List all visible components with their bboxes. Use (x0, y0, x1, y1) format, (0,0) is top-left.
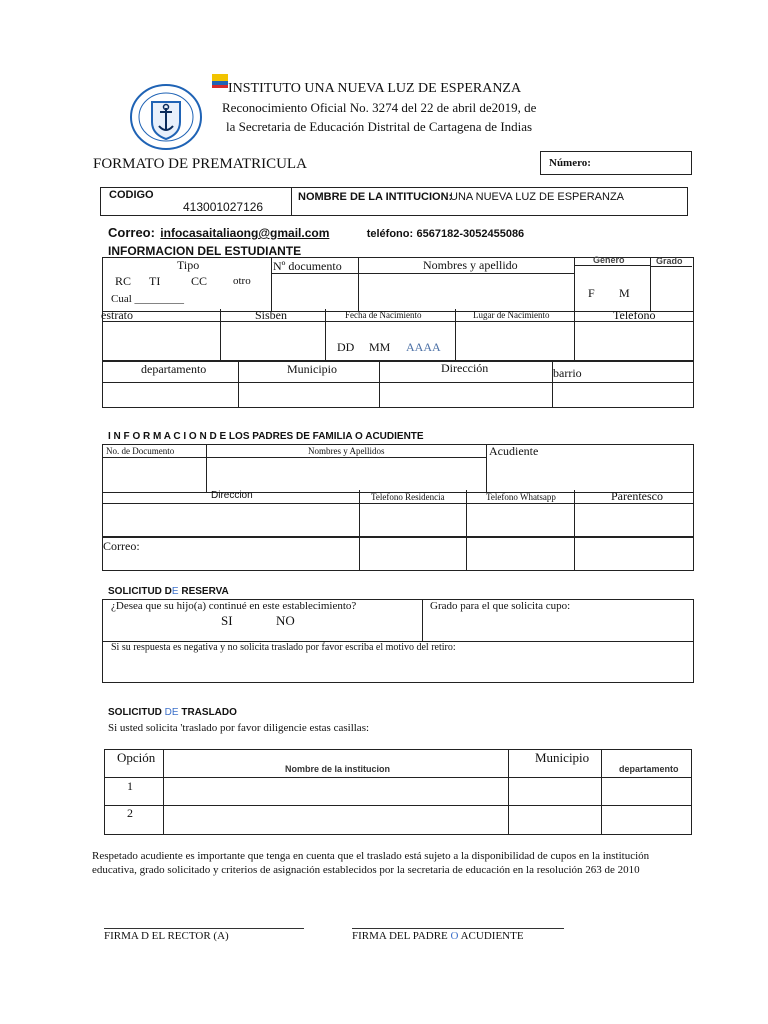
reserva-title-b: RESERVA (178, 586, 229, 597)
tipo-cual[interactable]: Cual _________ (111, 293, 185, 305)
genero-option-f[interactable]: F (588, 286, 595, 300)
municipio-label: Municipio (287, 362, 337, 376)
fecha-dd[interactable]: DD (337, 340, 355, 354)
reserva-motivo-label: Si su respuesta es negativa y no solicita traslado por favor escriba el motivo del retiro: (111, 642, 456, 653)
institution-name-label: NOMBRE DE LA INTITUCION: (298, 191, 453, 203)
estrato-label: estrato (101, 308, 133, 322)
barrio-label: barrio (553, 366, 582, 380)
traslado-title-b: TRASLADO (178, 707, 237, 718)
grado-label: Grado (656, 256, 683, 266)
recognition-line-1: Reconocimiento Oficial No. 3274 del 22 de abril de2019, de (222, 100, 537, 115)
rector-signature-line (104, 928, 304, 929)
student-row-1 (102, 257, 694, 312)
traslado-row-2-number: 2 (127, 806, 133, 820)
traslado-table (104, 749, 692, 835)
codigo-table (100, 187, 688, 216)
tel-residencia-label: Telefono Residencia (371, 492, 445, 502)
traslado-nombre-label: Nombre de la institucion (285, 764, 391, 774)
parentesco-label: Parentesco (611, 489, 663, 503)
parent-signature-a: FIRMA DEL PADRE (352, 930, 451, 942)
parent-direccion-label: Direccion (211, 490, 253, 501)
traslado-title-a: SOLICITUD (108, 707, 165, 718)
reserva-title-e: E (171, 586, 179, 597)
traslado-opcion-label: Opción (117, 750, 156, 765)
departamento-label: departamento (141, 362, 207, 376)
reserva-grado-label: Grado para el que solicita cupo: (430, 600, 571, 612)
reserva-si[interactable]: SI (221, 613, 233, 628)
direccion-label: Dirección (441, 361, 489, 375)
parent-correo-label: Correo: (103, 539, 140, 553)
transfer-note: Respetado acudiente es importante que tenga en cuenta que el traslado está sujeto a la disponibilidad de cupos en la institución educativa, grado solicitado y criterios de asignación establecidos por la secretaria de educación en la resolución 263 de 2010 (92, 850, 650, 876)
form-title: FORMATO DE PREMATRICULA (93, 156, 307, 172)
tipo-label: Tipo (177, 258, 200, 272)
numero-label: Número: (549, 157, 591, 169)
parents-row-2 (102, 490, 694, 538)
tipo-option-cc[interactable]: CC (191, 274, 208, 288)
traslado-title-de: DE (164, 707, 179, 718)
fecha-mm[interactable]: MM (369, 340, 391, 354)
institution-logo (130, 84, 202, 150)
traslado-municipio-label: Municipio (535, 750, 590, 765)
institution-name: INSTITUTO UNA NUEVA LUZ DE ESPERANZA (228, 81, 522, 96)
telefono-label: teléfono: (366, 228, 414, 240)
reserva-section-title (108, 586, 229, 597)
sisben-label: Sisben (255, 308, 288, 322)
parents-section-title: I N F O R M A C I O N D E LOS PADRES DE FAMILIA O ACUDIENTE (108, 431, 424, 442)
tipo-option-rc[interactable]: RC (115, 274, 132, 288)
parents-row-3 (102, 536, 694, 571)
parent-documento-label: No. de Documento (106, 446, 175, 456)
codigo-cell (101, 188, 292, 216)
flag-icon (212, 74, 228, 88)
telefono-student-label: Telefono (613, 308, 656, 322)
rector-signature-label: FIRMA D EL RECTOR (A) (104, 930, 229, 942)
reserva-title-a: SOLICITUD D (108, 586, 172, 597)
traslado-departamento-label: departamento (619, 764, 679, 774)
documento-label: Nº documento (273, 259, 342, 273)
correo-label: Correo: (108, 225, 155, 240)
fecha-aaaa[interactable]: AAAA (406, 340, 441, 354)
acudiente-label: Acudiente (489, 444, 539, 458)
reserva-question: ¿Desea que su hijo(a) continué en este establecimiento? (111, 600, 357, 612)
student-row-3 (102, 360, 694, 408)
fecha-label: Fecha de Nacimiento (345, 310, 422, 320)
student-section-title: INFORMACION DEL ESTUDIANTE (108, 244, 302, 258)
lugar-label: Lugar de Nacimiento (473, 310, 550, 320)
codigo-label: CODIGO (109, 189, 154, 201)
institution-name-cell (292, 188, 688, 216)
codigo-value: 413001027126 (183, 200, 264, 214)
traslado-row-1-number: 1 (127, 779, 133, 793)
reserva-no[interactable]: NO (276, 613, 295, 628)
parent-nombres-label: Nombres y Apellidos (308, 446, 385, 456)
contact-row (108, 225, 524, 240)
genero-label: Genero (593, 255, 625, 265)
telefono-value: 6567182-3052455086 (416, 228, 525, 240)
parent-signature-line (352, 928, 564, 929)
tel-whatsapp-label: Telefono Whatsapp (486, 492, 556, 502)
tipo-option-otro[interactable]: otro (233, 275, 251, 287)
student-row-2 (102, 309, 694, 362)
institution-name-value: UNA NUEVA LUZ DE ESPERANZA (450, 191, 625, 203)
traslado-instruction: Si usted solicita 'traslado por favor diligencie estas casillas: (108, 722, 370, 734)
tipo-option-ti[interactable]: TI (149, 274, 161, 288)
parent-signature-b: ACUDIENTE (458, 930, 524, 942)
recognition-line-2: la Secretaria de Educación Distrital de Cartagena de Indias (226, 119, 533, 134)
parents-row-1 (102, 444, 694, 493)
genero-option-m[interactable]: M (619, 286, 630, 300)
numero-box[interactable] (540, 151, 692, 175)
parent-signature-label (352, 930, 524, 942)
correo-link[interactable]: infocasaitaliaong@gmail.com (160, 226, 330, 240)
parent-signature-o: O (450, 930, 459, 942)
reserva-box (102, 599, 694, 683)
traslado-section-title (108, 707, 237, 718)
nombres-label: Nombres y apellido (423, 258, 518, 272)
